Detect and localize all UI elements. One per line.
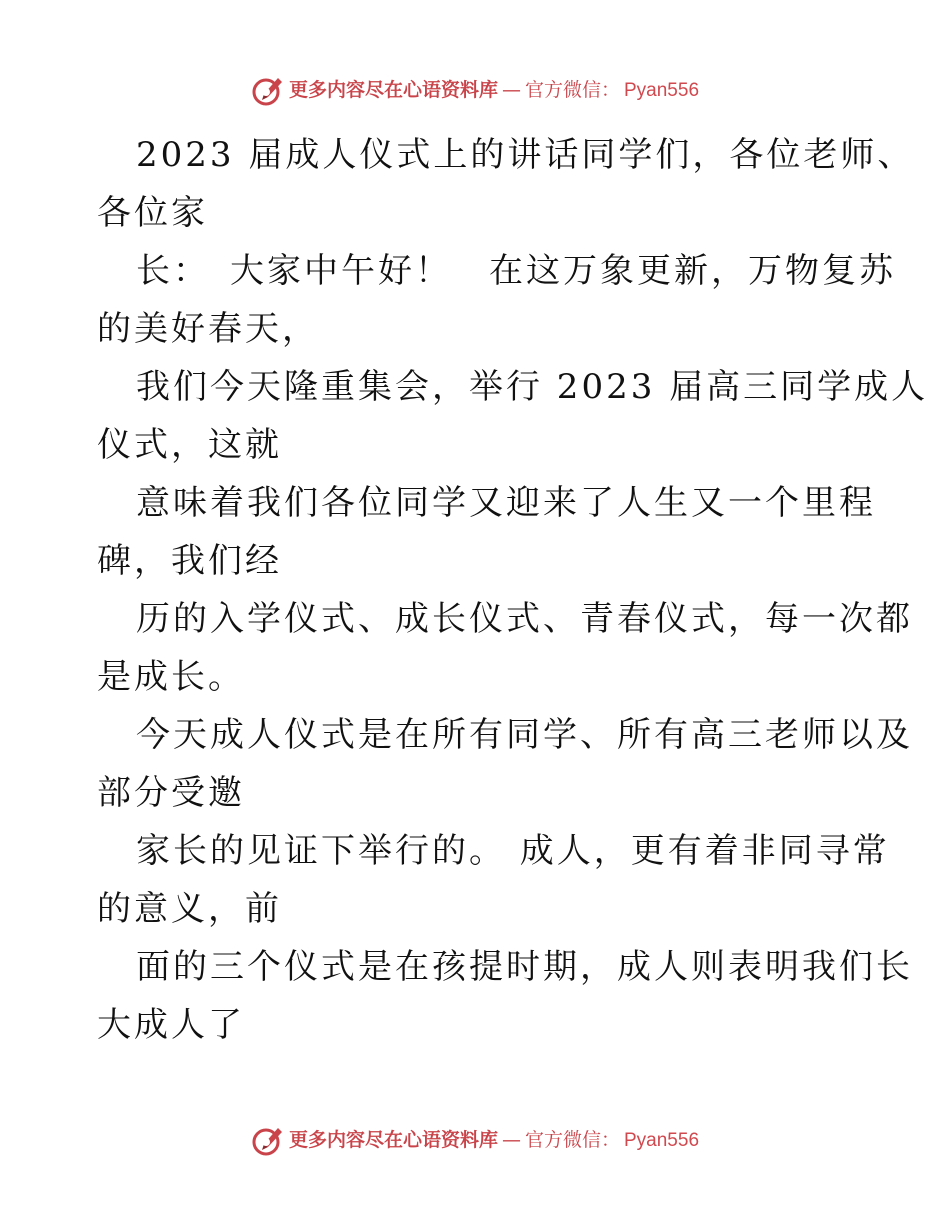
pen-nib-circle-icon	[251, 73, 285, 107]
watermark-wechat-account: Pyan556	[624, 1129, 700, 1151]
body-line: 我们今天隆重集会，举行 2023 届高三同学成人	[136, 367, 929, 407]
body-line: 各位家	[97, 193, 208, 233]
watermark-separator: —	[501, 78, 521, 101]
document-body	[97, 126, 929, 1054]
watermark-wechat-label: 官方微信：	[524, 1128, 620, 1151]
body-line: 今天成人仪式是在所有同学、所有高三老师以及	[136, 715, 913, 755]
body-line: 是成长。	[97, 657, 245, 697]
body-line: 长： 大家中午好！ 在这万象更新，万物复苏	[136, 251, 896, 291]
body-line: 的意义，前	[97, 889, 282, 929]
body-line: 历的入学仪式、成长仪式、青春仪式，每一次都	[136, 599, 913, 639]
watermark-site-text: 更多内容尽在心语资料库	[288, 1128, 498, 1151]
body-line: 2023 届成人仪式上的讲话同学们，各位老师、	[136, 135, 915, 175]
pen-nib-circle-icon	[251, 1123, 285, 1157]
body-line: 意味着我们各位同学又迎来了人生又一个里程	[136, 483, 876, 523]
body-line: 仪式，这就	[97, 425, 282, 465]
body-line: 面的三个仪式是在孩提时期，成人则表明我们长	[136, 947, 913, 987]
body-line: 大成人了	[97, 1005, 245, 1045]
body-line: 的美好春天，	[97, 309, 319, 349]
header-watermark	[0, 70, 950, 110]
watermark-wechat-account: Pyan556	[624, 79, 700, 101]
watermark-site-text: 更多内容尽在心语资料库	[288, 78, 498, 101]
footer-watermark	[0, 1120, 950, 1160]
body-line: 家长的见证下举行的。 成人，更有着非同寻常	[136, 831, 890, 871]
body-line: 部分受邀	[97, 773, 245, 813]
watermark-separator: —	[501, 1128, 521, 1151]
watermark-wechat-label: 官方微信：	[524, 78, 620, 101]
body-line: 碑，我们经	[97, 541, 282, 581]
